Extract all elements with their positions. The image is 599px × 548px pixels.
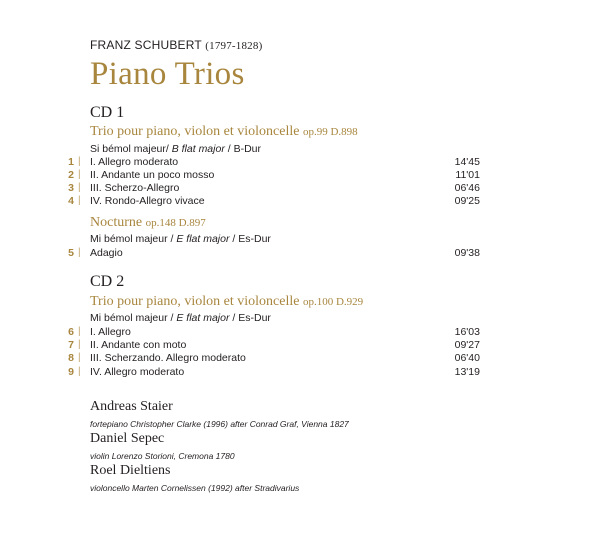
track-number: 6 <box>68 326 74 338</box>
track-separator: | <box>78 352 81 363</box>
track-duration: 06'46 <box>454 182 480 194</box>
track-number: 7 <box>68 339 74 351</box>
key-de: Es-Dur <box>238 233 271 245</box>
work-key <box>90 233 271 245</box>
track-number: 8 <box>68 352 74 364</box>
cd2-heading: CD 2 <box>90 273 125 290</box>
track-duration: 09'38 <box>454 247 480 259</box>
key-fr: Mi bémol majeur <box>90 233 168 245</box>
work-title <box>90 294 363 310</box>
track-separator: | <box>78 247 81 258</box>
track-duration: 09'27 <box>454 339 480 351</box>
track-number: 9 <box>68 366 74 378</box>
performer-name: Andreas Staier <box>90 399 173 414</box>
track-number: 5 <box>68 247 74 259</box>
key-sep: / <box>232 312 236 324</box>
track-duration: 11'01 <box>455 169 480 181</box>
performer-instrument: violin Lorenzo Storioni, Cremona 1780 <box>90 451 235 461</box>
track-title: Adagio <box>90 247 123 259</box>
performer-name: Roel Dieltiens <box>90 463 171 478</box>
performer-instrument: violoncello Marten Cornelissen (1992) after Stradivarius <box>90 483 300 493</box>
work-key <box>90 312 271 324</box>
cd1-heading: CD 1 <box>90 104 125 121</box>
key-en: B flat major <box>171 143 225 155</box>
track-title: II. Andante un poco mosso <box>90 169 215 181</box>
track-title: IV. Allegro moderato <box>90 366 185 378</box>
track-title: I. Allegro <box>90 326 131 338</box>
track-separator: | <box>78 156 81 167</box>
track-separator: | <box>78 366 81 377</box>
work-title <box>90 215 206 231</box>
track-title: IV. Rondo-Allegro vivace <box>90 195 205 207</box>
track-duration: 09'25 <box>454 195 480 207</box>
performer-name: Daniel Sepec <box>90 431 165 446</box>
track-duration: 16'03 <box>454 326 480 338</box>
work-opus: op.148 D.897 <box>145 217 206 229</box>
work-key <box>90 143 261 155</box>
track-number: 1 <box>68 156 74 168</box>
track-number: 3 <box>68 182 74 194</box>
key-de: Es-Dur <box>238 312 271 324</box>
key-sep: / <box>170 312 174 324</box>
track-title: III. Scherzo-Allegro <box>90 182 180 194</box>
track-separator: | <box>78 339 81 350</box>
composer-name: FRANZ SCHUBERT <box>90 38 202 52</box>
track-number: 2 <box>68 169 74 181</box>
track-separator: | <box>78 326 81 337</box>
track-duration: 06'40 <box>454 352 480 364</box>
work-title-text: Trio pour piano, violon et violoncelle <box>90 124 300 139</box>
work-title-text: Nocturne <box>90 215 143 230</box>
work-opus: op.100 D.929 <box>302 296 364 308</box>
performer-instrument: fortepiano Christopher Clarke (1996) after Conrad Graf, Vienna 1827 <box>90 419 349 429</box>
key-en: E flat major <box>176 233 230 245</box>
key-sep: / <box>227 143 231 155</box>
key-de: B-Dur <box>233 143 262 155</box>
track-separator: | <box>78 169 81 180</box>
key-fr: Mi bémol majeur <box>90 312 168 324</box>
work-opus: op.99 D.898 <box>302 126 358 138</box>
key-en: E flat major <box>176 312 230 324</box>
track-title: III. Scherzando. Allegro moderato <box>90 352 246 364</box>
work-title <box>90 124 358 140</box>
track-title: II. Andante con moto <box>90 339 187 351</box>
track-number: 4 <box>68 195 74 207</box>
track-title: I. Allegro moderato <box>90 156 179 168</box>
track-duration: 14'45 <box>454 156 480 168</box>
key-sep: / <box>165 143 169 155</box>
composer-line <box>90 38 262 52</box>
key-fr: Si bémol majeur <box>90 143 166 155</box>
album-title: Piano Trios <box>90 56 245 92</box>
key-sep: / <box>170 233 174 245</box>
composer-dates: (1797-1828) <box>205 40 263 52</box>
work-title-text: Trio pour piano, violon et violoncelle <box>90 294 300 309</box>
track-separator: | <box>78 195 81 206</box>
track-duration: 13'19 <box>454 366 480 378</box>
key-sep: / <box>232 233 236 245</box>
track-separator: | <box>78 182 81 193</box>
